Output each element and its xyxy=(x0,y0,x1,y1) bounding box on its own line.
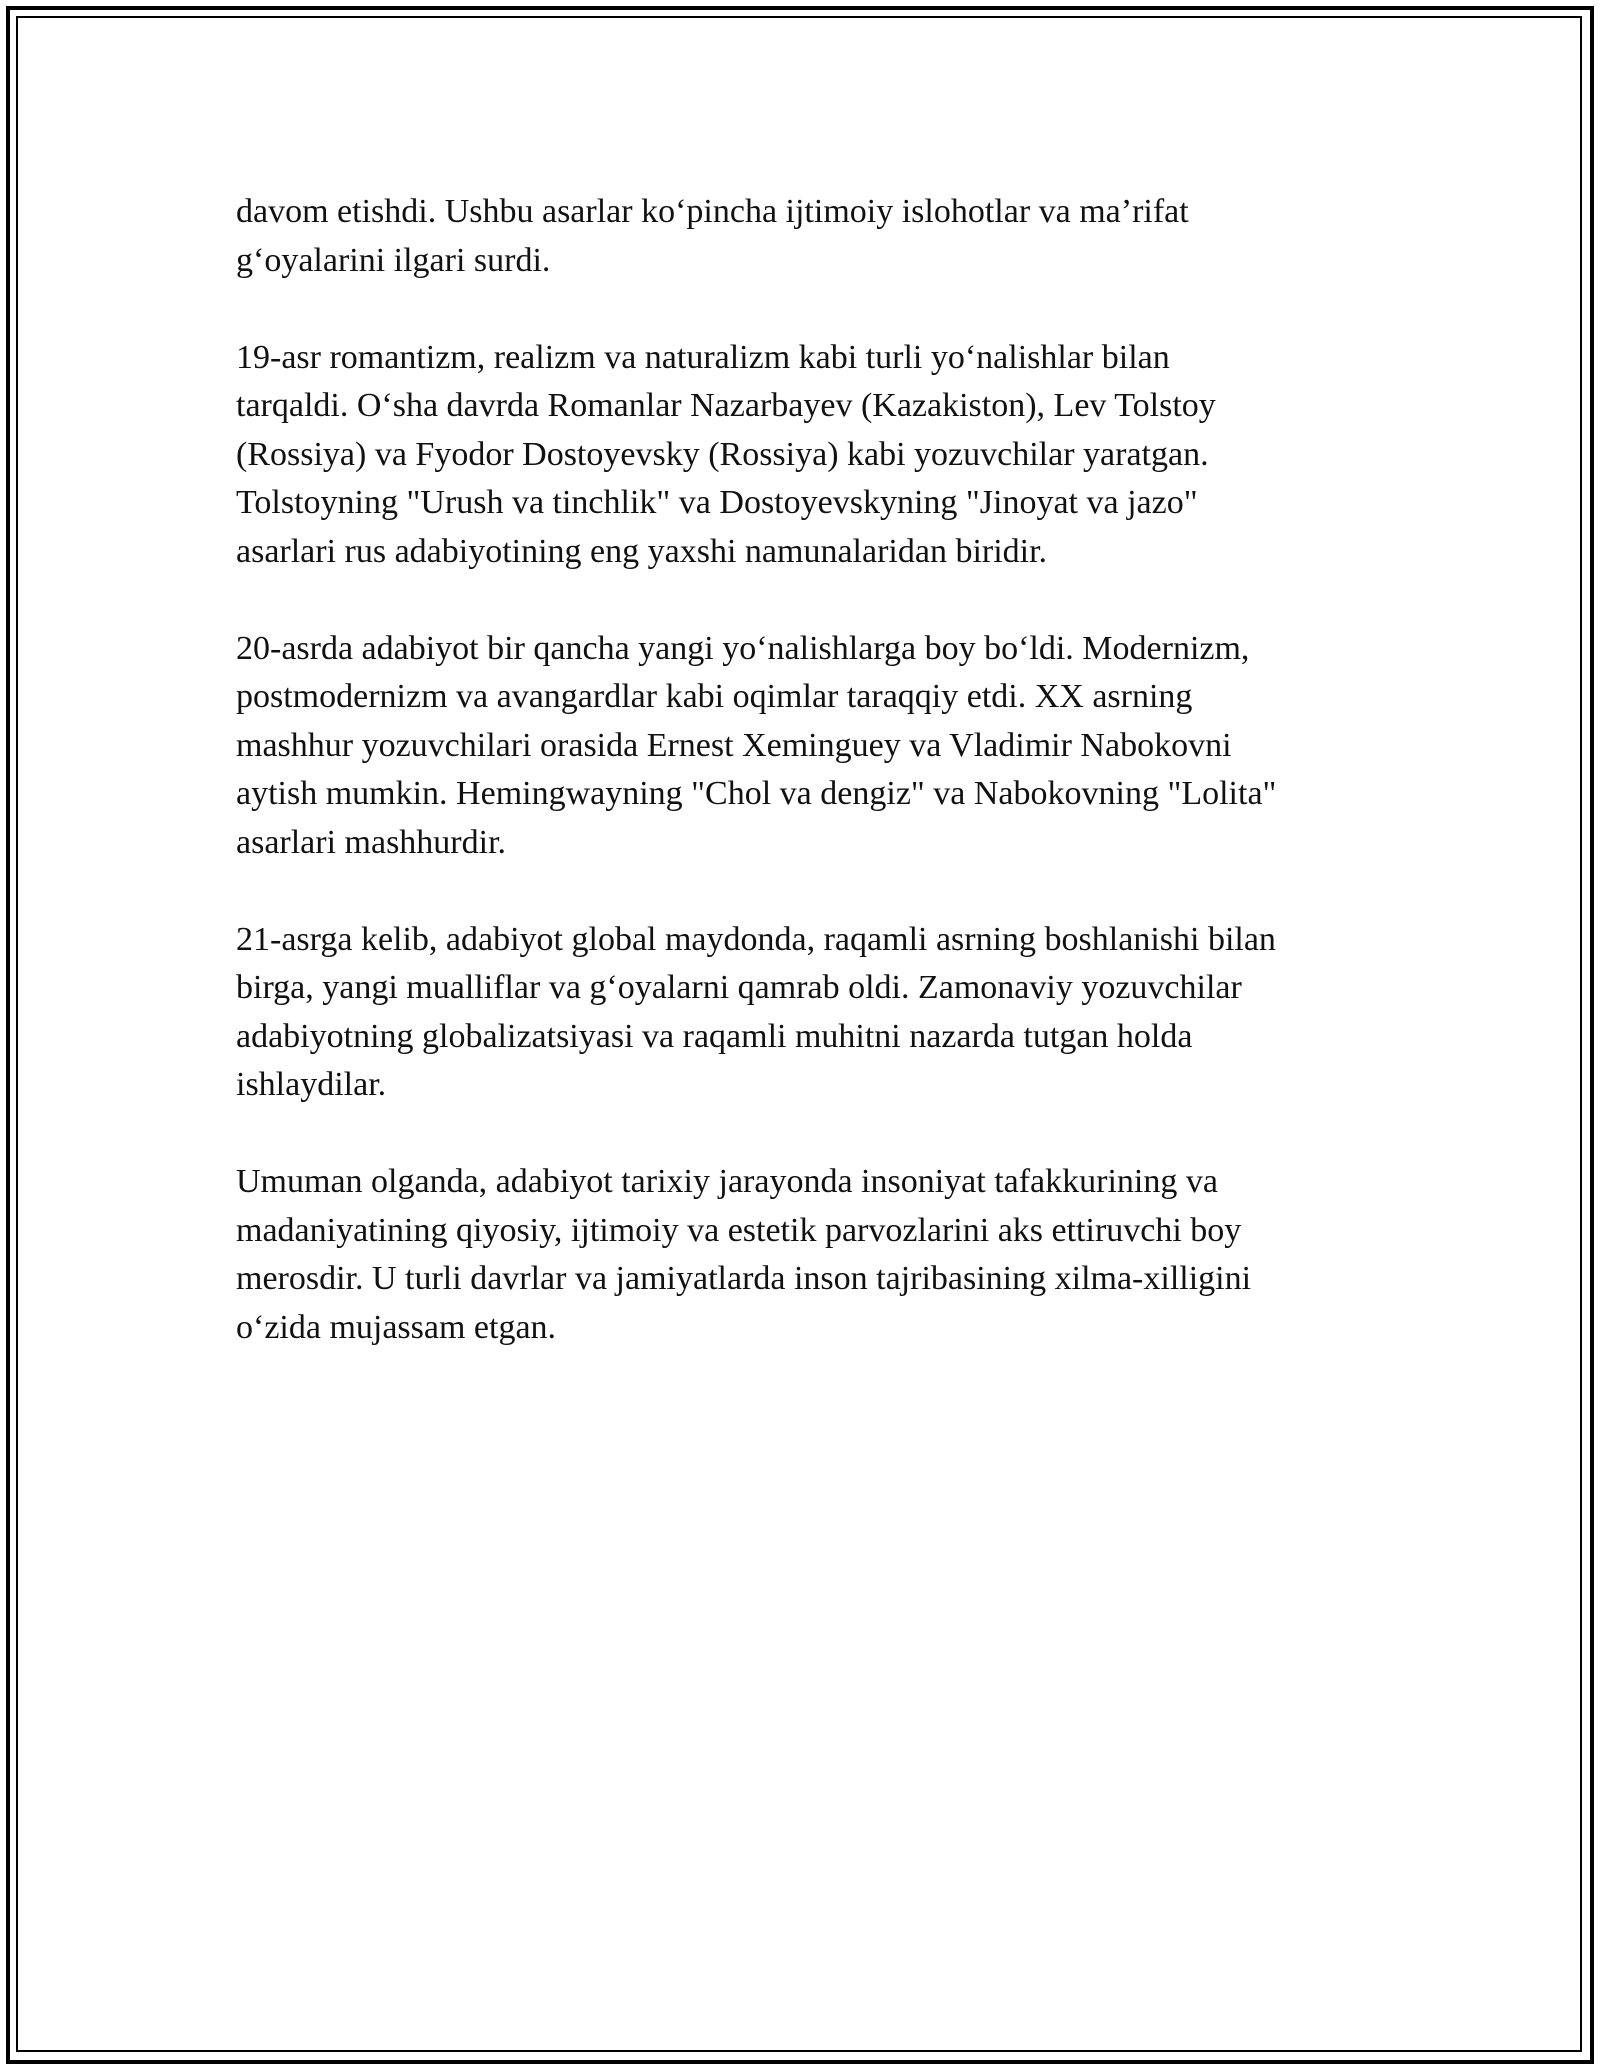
text-line: 19-asr romantizm, realizm va naturalizm kabi turli yo‘nalishlar bilan xyxy=(236,338,1170,376)
text-line: madaniyatining qiyosiy, ijtimoiy va estetik parvozlarini aks ettiruvchi boy xyxy=(236,1211,1242,1249)
paragraph-3 xyxy=(236,625,1376,868)
text-line: g‘oyalarini ilgari surdi. xyxy=(236,241,551,279)
paragraph-1 xyxy=(236,188,1376,285)
text-line: aytish mumkin. Hemingwayning "Chol va dengiz" va Nabokovning "Lolita" xyxy=(236,775,1277,812)
text-line: ishlaydilar. xyxy=(236,1066,387,1103)
paragraph-2 xyxy=(236,334,1376,577)
text-line: postmodernizm va avangardlar kabi oqimlar taraqqiy etdi. XX asrning xyxy=(236,678,1193,715)
text-line: 21-asrga kelib, adabiyot global maydonda, raqamli asrning boshlanishi bilan xyxy=(236,920,1276,958)
text-line: 20-asrda adabiyot bir qancha yangi yo‘nalishlarga boy bo‘ldi. Modernizm, xyxy=(236,629,1250,667)
text-line: adabiyotning globalizatsiyasi va raqamli muhitni nazarda tutgan holda xyxy=(236,1017,1193,1055)
text-line: merosdir. U turli davrlar va jamiyatlarda inson tajribasining xilma-xilligini xyxy=(236,1260,1252,1297)
text-line: mashhur yozuvchilari orasida Ernest Xeminguey va Vladimir Nabokovni xyxy=(236,726,1232,764)
text-line: (Rossiya) va Fyodor Dostoyevsky (Rossiya) kabi yozuvchilar yaratgan. xyxy=(236,435,1209,473)
paragraph-4 xyxy=(236,916,1376,1110)
text-line: o‘zida mujassam etgan. xyxy=(236,1308,557,1346)
text-line: asarlari mashhurdir. xyxy=(236,823,507,861)
document-body xyxy=(236,188,1376,1401)
text-line: Tolstoyning "Urush va tinchlik" va Dostoyevskyning "Jinoyat va jazo" xyxy=(236,484,1198,521)
text-line: davom etishdi. Ushbu asarlar ko‘pincha ijtimoiy islohotlar va ma’rifat xyxy=(236,193,1189,230)
text-line: birga, yangi mualliflar va g‘oyalarni qamrab oldi. Zamonaviy yozuvchilar xyxy=(236,969,1242,1006)
paragraph-5 xyxy=(236,1158,1376,1352)
text-line: asarlari rus adabiyotining eng yaxshi namunalaridan biridir. xyxy=(236,532,1048,570)
text-line: Umuman olganda, adabiyot tarixiy jarayonda insoniyat tafakkurining va xyxy=(236,1163,1218,1200)
text-line: tarqaldi. O‘sha davrda Romanlar Nazarbayev (Kazakiston), Lev Tolstoy xyxy=(236,387,1216,424)
